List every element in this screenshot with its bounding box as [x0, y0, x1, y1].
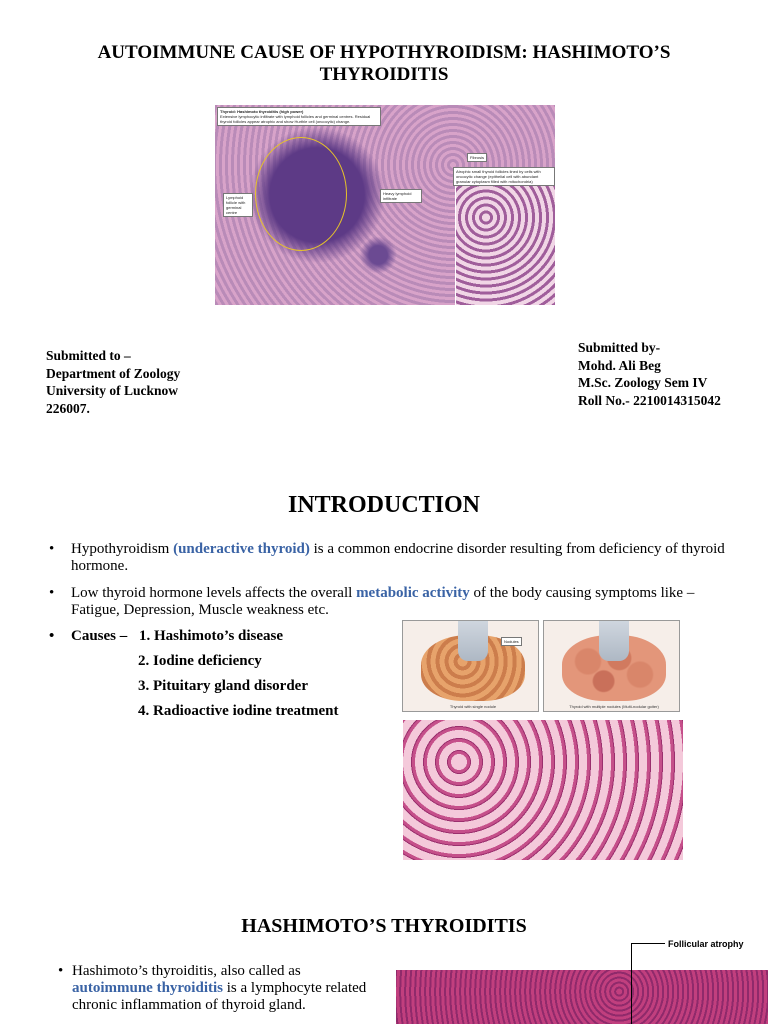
- label-atrophic-follicles: Atrophic small thyroid follicles lined by cells with oncocytic change (epithelial cell with abundant granular cytoplasm filled with mitochondria): [453, 167, 555, 186]
- submitted-to-heading: Submitted to –: [46, 348, 131, 363]
- thyroid-follicle-histology-image: [403, 720, 683, 860]
- thyroid-multi-nodule-image: [543, 620, 680, 712]
- cause-item: 4. Radioactive iodine treatment: [138, 703, 339, 719]
- figure-caption-box: [217, 107, 381, 126]
- intro-bullet-2-post: of the body causing symptoms like – Fatigue, Depression, Muscle weakness etc.: [71, 585, 695, 618]
- figure-caption-text: Extensive lymphocytic infiltrate with lymphoid follicles and germinal centres. Residual thyroid follicles appear atrophic and show Hurthle cell (oncocytic) change.: [220, 114, 371, 124]
- pointer-line-vertical: [631, 943, 632, 1024]
- nodules-tag: Nodules: [501, 637, 522, 646]
- label-lymphoid-infiltrate: Heavy lymphoid infiltrate: [380, 189, 422, 203]
- page-title: AUTOIMMUNE CAUSE OF HYPOTHYROIDISM: HASHIMOTO’S THYROIDITIS: [97, 42, 671, 85]
- hashimoto-bullet-1-pre: Hashimoto’s thyroiditis, also called as: [72, 963, 301, 979]
- hashimoto-bullet-1-highlight: autoimmune thyroiditis: [72, 980, 223, 996]
- cause-item: 3. Pituitary gland disorder: [138, 678, 309, 694]
- figure-caption-title: Thyroid: Hashimoto thyroiditis (high power): [220, 109, 304, 114]
- follicular-atrophy-histology-image: [396, 970, 768, 1024]
- label-fibrosis: Fibrosis: [467, 153, 487, 162]
- cause-item: 1. Hashimoto’s disease: [139, 628, 284, 644]
- intro-bullet-1: [49, 541, 731, 575]
- cause-item: 2. Iodine deficiency: [138, 653, 262, 669]
- hashimoto-bullet-1-post: is a lymphocyte related chronic inflammation of thyroid gland.: [72, 980, 367, 1013]
- thyroid-left-caption: Thyroid with single nodule: [449, 704, 497, 709]
- intro-bullet-1-pre: Hypothyroidism: [71, 541, 174, 557]
- trachea-shape: [458, 621, 488, 661]
- label-lymphoid-follicle: Lymphoid follicle with germinal centre: [223, 193, 253, 217]
- thyroid-right-caption: Thyroid with multiple nodules (Multi-nodular goiter): [569, 704, 659, 709]
- intro-bullet-2: [49, 585, 721, 619]
- thyroid-single-nodule-image: [402, 620, 539, 712]
- pointer-line-horizontal: [631, 943, 665, 944]
- submitted-by-line1: Mohd. Ali Beg: [578, 357, 661, 373]
- submitted-by-line2: M.Sc. Zoology Sem IV: [578, 375, 708, 390]
- bullet-symbol: •: [49, 628, 55, 644]
- hashimoto-heading: HASHIMOTO’S THYROIDITIS: [241, 915, 527, 937]
- submitted-to-block: [46, 347, 180, 417]
- lymphoid-follicle-outline: [255, 137, 347, 251]
- follicular-atrophy-label: Follicular atrophy: [668, 939, 744, 949]
- causes-label: Causes –: [71, 628, 128, 644]
- hashimoto-histology-image: [215, 105, 555, 305]
- introduction-heading: INTRODUCTION: [287, 492, 481, 518]
- intro-bullet-1-post: is a common endocrine disorder resulting from deficiency of thyroid hormone.: [71, 541, 725, 574]
- intro-bullet-1-highlight: (underactive thyroid): [173, 541, 310, 557]
- causes-list: [49, 628, 284, 645]
- intro-bullet-2-highlight: metabolic activity: [356, 585, 470, 601]
- submitted-to-line2: University of Lucknow: [46, 383, 179, 398]
- submitted-by-heading: Submitted by-: [578, 340, 661, 355]
- magnified-inset: [455, 180, 555, 305]
- submitted-to-line3: 226007.: [46, 400, 90, 416]
- hashimoto-bullet-1: [58, 963, 382, 1014]
- bullet-symbol: •: [49, 585, 55, 601]
- bullet-symbol: •: [58, 963, 64, 979]
- bullet-symbol: •: [49, 541, 55, 557]
- submitted-by-block: [578, 339, 721, 409]
- intro-bullet-2-pre: Low thyroid hormone levels affects the overall: [71, 585, 357, 601]
- submitted-by-line3: Roll No.- 2210014315042: [578, 392, 721, 408]
- submitted-to-line1: Department of Zoology: [46, 365, 181, 381]
- trachea-shape: [599, 621, 629, 661]
